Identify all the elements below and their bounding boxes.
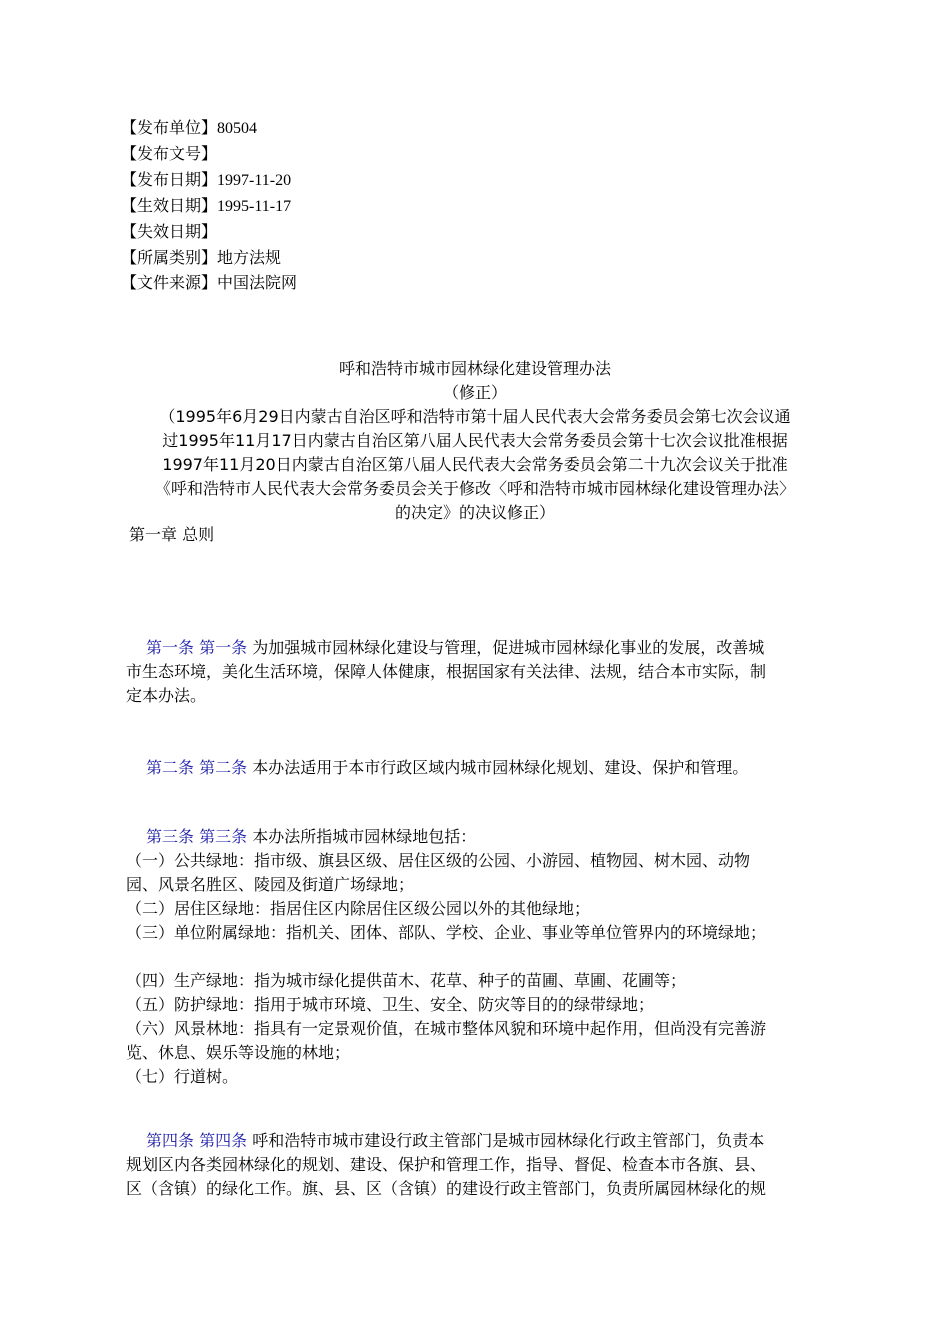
enactment-note-line: 过1995年11月17日内蒙古自治区第八届人民代表大会常务委员会第十七次会议批准根据 xyxy=(162,431,788,450)
article-number-link[interactable]: 第四条 xyxy=(199,1131,248,1150)
meta-category xyxy=(121,245,297,270)
document-subtitle: （修正） xyxy=(442,383,507,402)
article-text-line: 区（含镇）的绿化工作。旗、县、区（含镇）的建设行政主管部门，负责所属园林绿化的规 xyxy=(126,1179,767,1198)
meta-publisher xyxy=(121,115,297,141)
article-1 xyxy=(126,636,766,708)
meta-value: 1997-11-20 xyxy=(217,172,292,189)
enactment-note-line: （1995年6月29日内蒙古自治区呼和浩特市第十届人民代表大会常务委员会第七次会议通 xyxy=(159,407,791,426)
article-text-line: 览、休息、娱乐等设施的林地； xyxy=(126,1043,351,1062)
meta-publish-date xyxy=(121,167,297,193)
article-text: 本办法所指城市园林绿地包括： xyxy=(252,827,477,846)
meta-label: 【所属类别】 xyxy=(121,248,218,267)
enactment-note-line: 1997年11月20日内蒙古自治区第八届人民代表大会常务委员会第二十九次会议关于批准 xyxy=(162,455,788,474)
meta-label: 【发布文号】 xyxy=(121,144,218,163)
blank-line xyxy=(126,945,766,969)
meta-label: 【文件来源】 xyxy=(121,273,218,292)
chapter-heading: 第一章 总则 xyxy=(129,525,215,544)
meta-label: 【失效日期】 xyxy=(121,222,218,241)
article-text: 本办法适用于本市行政区域内城市园林绿化规划、建设、保护和管理。 xyxy=(252,758,749,777)
article-text-line: （五）防护绿地：指用于城市环境、卫生、安全、防灾等目的的绿带绿地； xyxy=(126,995,655,1014)
meta-value: 中国法院网 xyxy=(217,273,298,292)
enactment-note-line: 《呼和浩特市人民代表大会常务委员会关于修改〈呼和浩特市城市园林绿化建设管理办法〉 xyxy=(154,479,795,498)
article-text-line: 定本办法。 xyxy=(126,686,207,705)
article-text-line: （七）行道树。 xyxy=(126,1067,239,1086)
article-text-line: 市生态环境，美化生活环境，保障人体健康，根据国家有关法律、法规，结合本市实际，制 xyxy=(126,662,767,681)
meta-value: 80504 xyxy=(217,120,258,137)
article-number-link[interactable]: 第三条 xyxy=(199,827,248,846)
article-text: 为加强城市园林绿化建设与管理，促进城市园林绿化事业的发展，改善城 xyxy=(252,638,765,657)
meta-label: 【发布日期】 xyxy=(121,170,218,189)
meta-document-number xyxy=(121,141,297,167)
article-number-link[interactable]: 第三条 xyxy=(146,827,195,846)
article-text-line: （四）生产绿地：指为城市绿化提供苗木、花草、种子的苗圃、草圃、花圃等； xyxy=(126,971,687,990)
article-number-link[interactable]: 第一条 xyxy=(199,638,248,657)
article-text-line: 规划区内各类园林绿化的规划、建设、保护和管理工作，指导、督促、检查本市各旗、县、 xyxy=(126,1155,767,1174)
article-number-link[interactable]: 第二条 xyxy=(146,758,195,777)
article-2 xyxy=(126,756,748,780)
metadata-block xyxy=(121,115,297,295)
article-text-line: （一）公共绿地：指市级、旗县区级、居住区级的公园、小游园、植物园、树木园、动物 xyxy=(126,851,751,870)
meta-source xyxy=(121,270,297,295)
meta-effective-date xyxy=(121,193,297,219)
article-text-line: （二）居住区绿地：指居住区内除居住区级公园以外的其他绿地； xyxy=(126,899,591,918)
enactment-note-line: 的决定》的决议修正） xyxy=(394,503,555,522)
meta-expiry-date xyxy=(121,219,297,245)
article-text-line: （三）单位附属绿地：指机关、团体、部队、学校、企业、事业等单位管界内的环境绿地； xyxy=(126,923,767,942)
article-3 xyxy=(126,825,766,1089)
article-text-line: （六）风景林地：指具有一定景观价值，在城市整体风貌和环境中起作用，但尚没有完善游 xyxy=(126,1019,767,1038)
meta-value: 1995-11-17 xyxy=(217,198,292,215)
article-4 xyxy=(126,1129,766,1201)
article-number-link[interactable]: 第一条 xyxy=(146,638,195,657)
article-text: 呼和浩特市城市建设行政主管部门是城市园林绿化行政主管部门，负责本 xyxy=(252,1131,765,1150)
article-number-link[interactable]: 第四条 xyxy=(146,1131,195,1150)
meta-label: 【生效日期】 xyxy=(121,196,218,215)
document-title-block xyxy=(110,357,840,525)
article-text-line: 园、风景名胜区、陵园及街道广场绿地； xyxy=(126,875,415,894)
article-number-link[interactable]: 第二条 xyxy=(199,758,248,777)
meta-label: 【发布单位】 xyxy=(121,118,218,137)
meta-value: 地方法规 xyxy=(217,248,282,267)
document-title: 呼和浩特市城市园林绿化建设管理办法 xyxy=(338,359,611,378)
